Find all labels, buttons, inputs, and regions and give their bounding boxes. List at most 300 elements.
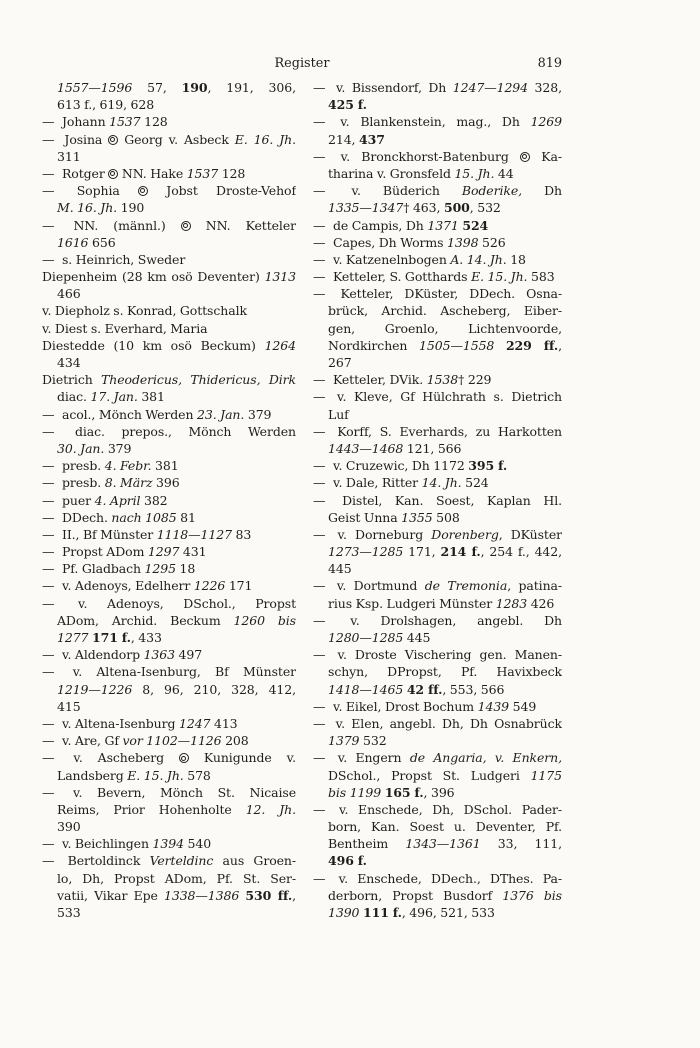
text-run: Theodericus, Thidericus, Dirk xyxy=(101,372,296,388)
text-run: Bertoldinck xyxy=(58,853,150,869)
index-line xyxy=(313,217,562,234)
text-run: 4. April xyxy=(94,492,141,508)
text-run: 533 xyxy=(57,905,81,920)
text-run: v. Bissendorf, Dh xyxy=(329,80,453,95)
text-run: 613 f., 619, 628 xyxy=(57,97,155,113)
index-line xyxy=(313,509,562,526)
text-run: 1247—1294 xyxy=(452,80,529,95)
text-run: v. Cruzewic, Dh 1172 xyxy=(329,458,469,474)
text-run: v. Ascheberg xyxy=(58,750,179,766)
index-line xyxy=(42,251,296,268)
index-line xyxy=(313,577,562,594)
text-run: v. Elen, angebl. Dh, Dh Osnabrück xyxy=(329,715,562,731)
text-run: v. Adenoys, DSchol., Propst xyxy=(58,595,296,611)
index-line xyxy=(42,440,296,457)
text-run: 81 xyxy=(176,509,196,525)
text-run: 379 xyxy=(244,406,272,422)
index-line xyxy=(42,423,296,440)
text-run: diac. xyxy=(57,389,91,405)
text-run: 12. Jh. xyxy=(245,801,296,817)
text-run: 431 xyxy=(179,544,207,560)
text-run: 445 xyxy=(403,630,431,645)
index-line xyxy=(42,801,296,818)
text-run: 57, xyxy=(132,80,182,95)
text-run: † 229 xyxy=(458,372,492,388)
text-run: E. 16. Jh. xyxy=(234,131,296,147)
text-run: 4. Febr. xyxy=(104,458,152,474)
text-run: v. Blankenstein, mag., Dh xyxy=(329,114,531,130)
text-run: NN. Hake xyxy=(118,165,187,181)
index-line xyxy=(313,663,562,680)
text-run: schyn, DPropst, Pf. Havixbeck xyxy=(328,664,562,680)
text-run: Bentheim xyxy=(328,836,406,852)
index-line xyxy=(42,148,296,165)
text-run: vor 1102—1126 xyxy=(122,733,222,749)
text-run: Korff, S. Everhards, zu Harkotten xyxy=(329,423,562,439)
text-run: Sophia xyxy=(58,183,138,199)
text-run: v. Droste Vischering gen. Manen- xyxy=(329,647,562,663)
text-run: 1335—1347 xyxy=(328,200,404,216)
index-line xyxy=(313,199,562,216)
text-run: Landsberg xyxy=(57,767,128,783)
text-run: v. Büderich xyxy=(329,183,462,199)
text-run: 44 xyxy=(494,165,514,181)
index-line xyxy=(313,131,562,148)
index-line xyxy=(313,234,562,251)
index-column-left xyxy=(42,79,296,921)
text-run: 413 xyxy=(210,715,238,731)
text-run: Distel, Kan. Soest, Kaplan Hl. xyxy=(329,492,562,508)
text-run: 434 xyxy=(57,355,81,370)
text-run: derborn, Propst Busdorf xyxy=(328,887,503,903)
index-line xyxy=(42,234,296,251)
text-run: s. Heinrich, Sweder xyxy=(58,251,186,267)
text-run: 111 f. xyxy=(363,905,402,920)
index-line xyxy=(313,870,562,887)
text-run: Ketteler, DVik. xyxy=(329,372,427,388)
index-line xyxy=(313,749,562,766)
index-line xyxy=(42,217,296,234)
text-run: 229 ff. xyxy=(505,337,559,353)
text-run: 1439 xyxy=(477,698,510,714)
text-run: — xyxy=(42,251,55,267)
text-run: Dh xyxy=(522,183,562,199)
text-run: Georg v. Asbeck xyxy=(118,131,235,147)
index-line xyxy=(42,388,296,405)
text-run: E. 15. Jh. xyxy=(471,269,528,285)
text-run: , 191, 306, xyxy=(207,80,296,95)
index-line xyxy=(42,182,296,199)
index-line xyxy=(42,285,296,302)
text-run: 165 f. xyxy=(384,784,424,800)
index-line xyxy=(42,474,296,491)
text-run: 508 xyxy=(432,509,460,525)
text-run: NN. Ketteler xyxy=(190,217,296,233)
text-run: 1295 xyxy=(144,561,176,577)
marriage-rings-icon xyxy=(520,152,530,162)
text-run: — xyxy=(313,80,326,95)
text-run: v. Diepholz s. Konrad, Gottschalk xyxy=(42,303,247,319)
text-run: Diepenheim (28 km osö Deventer) xyxy=(42,269,265,285)
index-line xyxy=(313,612,562,629)
text-run: Kunigunde v. xyxy=(188,750,296,766)
text-run: , 254 f., 442, xyxy=(480,544,562,560)
text-run: 524 xyxy=(462,217,489,233)
page-number: 819 xyxy=(537,56,562,71)
text-run: 1557—1596 xyxy=(57,80,133,95)
index-line xyxy=(313,337,562,354)
text-run: Ketteler, DKüster, DDech. Osna- xyxy=(329,286,562,302)
marriage-rings-icon xyxy=(108,135,118,145)
text-run: 1277 xyxy=(57,630,89,645)
index-line xyxy=(42,612,296,629)
text-run: 1363 xyxy=(143,647,175,663)
text-run: — xyxy=(42,836,55,852)
text-run: Dietrich xyxy=(42,372,102,388)
text-run: presb. xyxy=(58,475,105,491)
text-run: v. Enschede, DDech., DThes. Pa- xyxy=(329,870,562,886)
text-run: — xyxy=(42,853,55,869)
text-run: — xyxy=(313,423,326,439)
text-run: Rotger xyxy=(58,165,109,181)
text-run: 30. Jan. xyxy=(57,440,105,456)
text-run: 128 xyxy=(140,114,168,130)
text-run: — xyxy=(42,509,55,525)
text-run: E. 15. Jh. xyxy=(127,767,184,783)
text-run: v. Diest s. Everhard, Maria xyxy=(42,320,208,336)
text-run: presb. xyxy=(58,458,105,474)
text-run: 171, xyxy=(403,544,441,560)
text-run: Propst ADom xyxy=(58,544,148,560)
text-run: , 532 xyxy=(469,200,501,216)
text-run: — xyxy=(42,114,55,130)
index-line xyxy=(313,767,562,784)
text-run: — xyxy=(42,492,55,508)
text-run: — xyxy=(313,389,326,405)
index-line xyxy=(42,560,296,577)
text-run: 190 xyxy=(117,200,145,216)
index-line xyxy=(313,492,562,509)
text-run: 496 f. xyxy=(328,853,367,869)
index-line xyxy=(42,79,296,96)
text-run: 497 xyxy=(174,647,203,663)
index-line xyxy=(313,440,562,457)
index-line xyxy=(313,732,562,749)
text-run: 1355 xyxy=(401,509,433,525)
text-run: 1505—1558 xyxy=(419,337,495,353)
text-run: 656 xyxy=(88,234,116,250)
text-run: — xyxy=(42,423,55,439)
index-line xyxy=(313,681,562,698)
text-run: — xyxy=(313,801,326,817)
text-run: 415 xyxy=(57,698,81,714)
text-run: v. Engern xyxy=(329,750,410,766)
text-run: 1538 xyxy=(426,372,459,388)
index-line xyxy=(313,818,562,835)
index-line xyxy=(313,182,562,199)
text-run: v. Dale, Ritter xyxy=(329,475,422,491)
text-run: — xyxy=(42,544,55,560)
text-run: Verteldinc xyxy=(149,853,214,869)
text-run: 83 xyxy=(231,526,252,542)
text-run: 214 f. xyxy=(440,544,481,560)
text-run: v. Bronckhorst-Batenburg xyxy=(329,148,521,164)
text-run: — xyxy=(42,664,55,680)
index-line xyxy=(313,801,562,818)
text-run: 1376 bis xyxy=(502,887,562,903)
index-line xyxy=(313,406,562,423)
text-run: 1616 xyxy=(57,234,89,250)
text-run: Dorenberg xyxy=(431,526,499,542)
text-run xyxy=(494,338,506,353)
index-line xyxy=(42,784,296,801)
text-run: v. Bevern, Mönch St. Nicaise xyxy=(58,784,296,800)
text-run: NN. (männl.) xyxy=(58,217,181,233)
index-line xyxy=(42,646,296,663)
index-line xyxy=(313,560,562,577)
text-run: — xyxy=(313,269,326,285)
text-run: — xyxy=(313,715,326,731)
text-run: 8. März xyxy=(104,475,153,491)
text-run: 1390 xyxy=(328,905,360,920)
text-run: 1338—1386 xyxy=(163,887,240,903)
text-run: — xyxy=(313,183,326,199)
running-header xyxy=(0,56,700,72)
index-line xyxy=(313,852,562,869)
index-line xyxy=(42,715,296,732)
text-run: Pf. Gladbach xyxy=(58,561,145,577)
text-run: v. Dorneburg xyxy=(329,526,432,542)
text-run: Josina xyxy=(58,131,109,147)
text-run: diac. prepos., Mönch Werden xyxy=(58,423,296,439)
text-run: 1443—1468 xyxy=(328,440,404,456)
text-run: Geist Unna xyxy=(328,509,402,525)
index-line xyxy=(42,131,296,148)
text-run: — xyxy=(42,561,55,577)
index-line xyxy=(42,526,296,543)
text-run: — xyxy=(42,595,55,611)
text-run: 524 xyxy=(461,475,489,491)
marriage-rings-icon xyxy=(179,753,189,763)
text-run: — xyxy=(42,458,55,474)
text-run: lo, Dh, Propst ADom, Pf. St. Ser- xyxy=(57,870,296,886)
text-run: 17. Jan. xyxy=(90,389,138,405)
text-run: Reims, Prior Hohenholte xyxy=(57,801,246,817)
text-run: , 553, 566 xyxy=(442,681,505,697)
text-run: Diestedde (10 km osö Beckum) xyxy=(42,337,265,353)
text-run: v. Adenoys, Edelherr xyxy=(58,578,194,594)
text-run: v. Altena-Isenburg xyxy=(58,715,179,731)
text-run: 395 f. xyxy=(468,458,508,474)
text-run: — xyxy=(42,165,55,181)
text-run: acol., Mönch Werden xyxy=(58,406,198,422)
index-line xyxy=(42,767,296,784)
text-run: 426 xyxy=(527,595,555,611)
text-run: 1297 xyxy=(147,544,180,560)
text-run: — xyxy=(313,458,326,474)
text-run: 549 xyxy=(509,698,537,714)
text-run: , 496, 521, 533 xyxy=(401,905,495,920)
text-run: , 396 xyxy=(423,784,455,800)
text-run: DSchol., Propst St. Ludgeri xyxy=(328,767,531,783)
text-run: — xyxy=(313,526,326,542)
index-line xyxy=(313,79,562,96)
index-line xyxy=(42,457,296,474)
text-run: v. Dortmund xyxy=(329,578,425,594)
text-run: DDech. xyxy=(58,509,112,525)
text-run: 1394 xyxy=(152,836,184,852)
text-run: bis 1199 xyxy=(328,784,382,800)
index-line xyxy=(313,646,562,663)
text-run: , xyxy=(558,337,562,353)
text-run: 14. Jh. xyxy=(421,475,462,491)
index-line xyxy=(42,887,296,904)
index-line xyxy=(313,371,562,388)
text-run: Johann xyxy=(58,114,110,130)
text-run: 466 xyxy=(57,286,81,302)
text-run: — xyxy=(313,251,326,267)
text-run: v. Aldendorp xyxy=(58,647,144,663)
text-run: Boderike, xyxy=(461,183,523,199)
index-column-right xyxy=(313,79,562,921)
text-run: 425 f. xyxy=(328,97,367,113)
text-run: 214, xyxy=(328,131,360,147)
index-line xyxy=(313,148,562,165)
index-line xyxy=(42,509,296,526)
index-line xyxy=(313,715,562,732)
index-line xyxy=(42,113,296,130)
text-run: born, Kan. Soest u. Deventer, Pf. xyxy=(328,819,562,835)
index-line xyxy=(42,663,296,680)
index-line xyxy=(42,337,296,354)
index-line xyxy=(42,577,296,594)
text-run: 311 xyxy=(57,148,81,164)
text-run: 381 xyxy=(137,389,165,405)
text-run: — xyxy=(42,406,55,422)
text-run: — xyxy=(42,183,55,199)
text-run: v. Kleve, Gf Hülchrath s. Dietrich xyxy=(329,389,562,405)
index-line xyxy=(313,457,562,474)
text-run: 1269 xyxy=(530,114,562,130)
text-run: 578 xyxy=(183,767,211,783)
text-run: — xyxy=(42,784,55,800)
index-line xyxy=(42,732,296,749)
text-run: , patina- xyxy=(507,578,562,594)
text-run: 1537 xyxy=(109,114,141,130)
text-run: † 463, xyxy=(403,200,444,216)
text-run: — xyxy=(42,578,55,594)
text-run: nach 1085 xyxy=(111,509,177,525)
index-line xyxy=(313,423,562,440)
text-run: v. Eikel, Drost Bochum xyxy=(329,698,478,714)
index-line xyxy=(42,165,296,182)
text-run: — xyxy=(42,217,55,233)
index-line xyxy=(42,371,296,388)
text-run: 540 xyxy=(183,836,212,852)
index-line xyxy=(42,749,296,766)
text-run: 379 xyxy=(104,440,132,456)
text-run: 18 xyxy=(175,561,196,577)
text-run: II., Bf Münster xyxy=(58,526,157,542)
text-run: puer xyxy=(58,492,95,508)
text-run: 1343—1361 xyxy=(405,836,481,852)
text-run: 33, 111, xyxy=(480,836,562,852)
index-line xyxy=(313,887,562,904)
text-run: ADom, Archid. Beckum xyxy=(57,612,234,628)
index-line xyxy=(42,595,296,612)
text-run: 1313 xyxy=(264,269,296,285)
text-run: 396 xyxy=(152,475,180,491)
index-line xyxy=(42,698,296,715)
index-line xyxy=(42,302,296,319)
text-run: v. Enschede, Dh, DSchol. Pader- xyxy=(329,801,562,817)
text-run: 1247 xyxy=(178,715,211,731)
text-run: Capes, Dh Worms xyxy=(329,234,448,250)
marriage-rings-icon xyxy=(181,221,191,231)
text-run: — xyxy=(313,148,326,164)
text-run: — xyxy=(313,114,326,130)
text-run: 390 xyxy=(57,819,81,835)
text-run: — xyxy=(42,526,55,542)
index-line xyxy=(42,818,296,835)
text-run: , xyxy=(292,887,296,903)
text-run: 1398 xyxy=(447,234,479,250)
text-run: 267 xyxy=(328,355,352,370)
text-run: — xyxy=(42,733,55,749)
text-run: 1175 xyxy=(530,767,562,783)
text-run: 208 xyxy=(221,733,249,749)
text-run: 128 xyxy=(218,165,246,181)
index-line xyxy=(313,251,562,268)
text-run: 8, 96, 210, 328, 412, xyxy=(132,681,296,697)
text-run: 23. Jan. xyxy=(197,406,245,422)
text-run: — xyxy=(313,612,326,628)
text-run: 530 ff. xyxy=(245,887,293,903)
text-run: 1260 bis xyxy=(233,612,296,628)
text-run: — xyxy=(42,750,55,766)
index-line xyxy=(313,784,562,801)
index-line xyxy=(42,904,296,921)
text-run: rius Ksp. Ludgeri Münster xyxy=(328,595,496,611)
text-run: 171 f. xyxy=(92,630,131,645)
text-run: A. 14. Jh. xyxy=(450,251,507,267)
text-run: Ka- xyxy=(530,148,562,164)
text-run: 1379 xyxy=(328,733,360,749)
text-run: 500 xyxy=(443,200,470,216)
text-run: 445 xyxy=(328,561,352,577)
text-run: 1226 xyxy=(193,578,226,594)
text-run: v. Katzenelnbogen xyxy=(329,251,451,267)
text-run: de Tremonia xyxy=(424,578,508,594)
index-line xyxy=(313,113,562,130)
index-line xyxy=(42,406,296,423)
text-run: 1118—1127 xyxy=(156,526,232,542)
text-run: 121, 566 xyxy=(403,440,462,456)
text-run: Jobst Droste-Vehof xyxy=(147,183,296,199)
text-run: 532 xyxy=(359,733,387,749)
index-line xyxy=(313,388,562,405)
index-line xyxy=(313,698,562,715)
index-line xyxy=(313,96,562,113)
text-run: 437 xyxy=(359,131,385,147)
text-run: 1280—1285 xyxy=(328,630,404,645)
marriage-rings-icon xyxy=(138,186,148,196)
text-run: — xyxy=(313,217,326,233)
text-run: v. Drolshagen, angebl. Dh xyxy=(329,612,562,628)
text-run: tharina v. Gronsfeld xyxy=(328,165,455,181)
text-run: gen, Groenlo, Lichtenvoorde, xyxy=(328,320,562,336)
text-run: — xyxy=(42,715,55,731)
